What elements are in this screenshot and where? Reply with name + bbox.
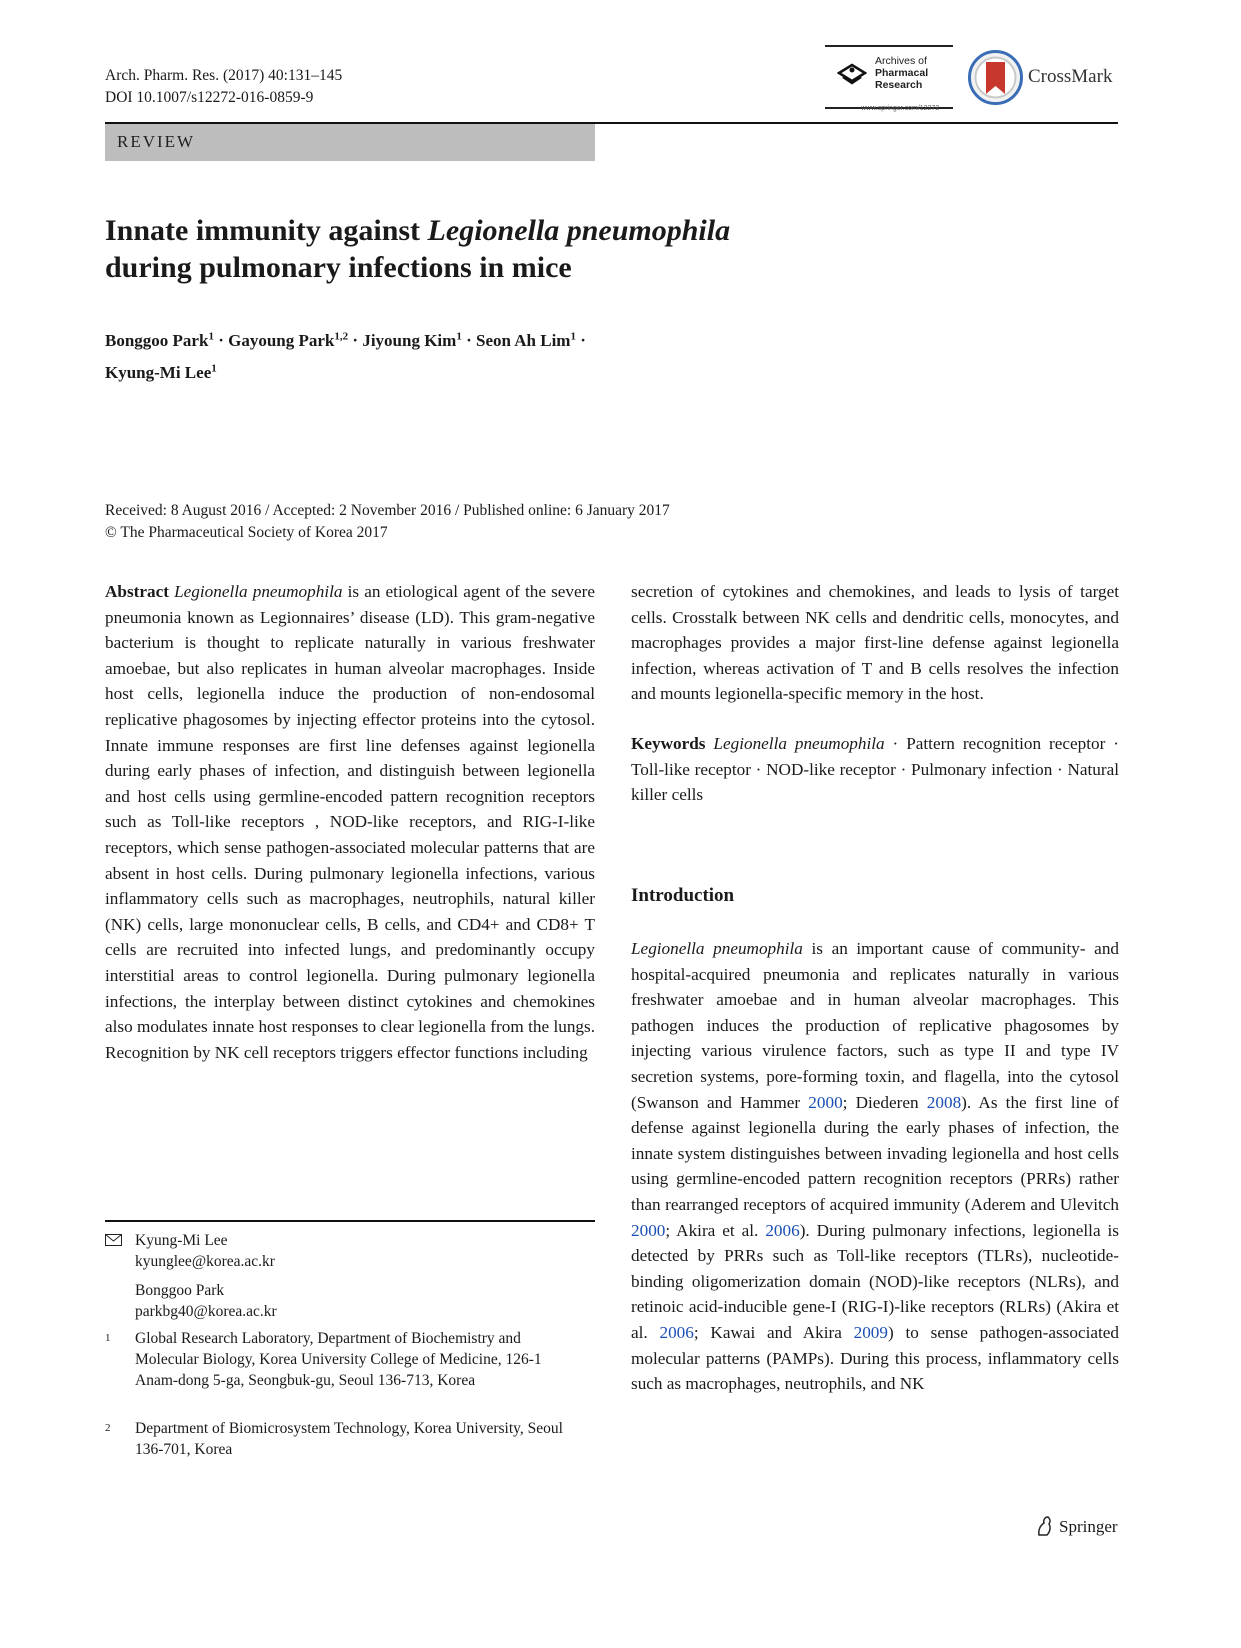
citation-link[interactable]: 2006 [659,1322,694,1342]
intro-species: Legionella pneumophila [631,939,803,958]
publisher-logo[interactable] [1035,1515,1125,1539]
author[interactable]: Seon Ah Lim$^1$ [475,330,576,350]
introduction-body: Legionella pneumophila is an important cause of community- and hospital-acquired pneumonia and replicates naturally in various freshwater amoebae and in human alveolar macrophages. This pathogen induces the production of replicative phagosomes by injecting various virulence factors, such as type II and type IV secretion systems, pore-forming toxin, and flagella, into the cytosol (Swanson and Hammer 2000; Diederen 2008). As the first line of defense against legionella during the early phases of infection, the innate system distinguishes between invading legionella and host cells using germline-encoded pattern recognition receptors (PRRs) rather than rearranged receptors of acquired immunity (Aderem and Ulevitch 2000; Akira et al. 2006). During pulmonary infections, legionella is detected by PRRs such as Toll-like receptors (TLRs), nucleotide-binding oligomerization domain (NOD)-like receptors (NLRs), and retinoic acid-inducible gene-I (RIG-I)-like receptors (RLRs) (Akira et al. 2006; Kawai and Akira 2009) to sense pathogen-associated molecular patterns (PAMPs). During this process, inflammatory cells such as macrophages, neutrophils, and NK [631,939,1120,1394]
logo-text: Archives of Pharmacal Research [875,55,929,91]
article-title: Innate immunity against Legionella pneumophila during pulmonary infections in mice [105,214,731,284]
book-icon [837,59,867,89]
abstract-continued: secretion of cytokines and chemokines, and leads to lysis of target cells. Crosstalk between NK cells and dendritic cells, monocytes, and macrophages provides a major first-line defense against legionella infection, whereas activation of T and B cells resolves the infection and mounts legionella-specific memory in the host. [631,582,1119,704]
abstract-label: Abstract [105,582,169,601]
keywords-text: · Pattern recognition receptor · Toll-like receptor · NOD-like receptor · Pulmonary infection · Natural killer cells [631,733,1120,805]
journal-citation: Arch. Pharm. Res. (2017) 40:131–145 [105,67,343,84]
envelope-icon [105,1234,122,1246]
springer-horse-icon [1035,1515,1055,1537]
contact-name: Bonggoo Park [135,1282,225,1299]
keywords [631,731,1119,808]
author[interactable]: Gayoung Park$^{1,2}$ [228,330,349,350]
section-band [105,124,595,161]
abstract-species: Legionella pneumophila [174,582,343,601]
doi: DOI 10.1007/s12272-016-0859-9 [105,89,314,106]
author-list: Bonggoo Park$^1$ · Gayoung Park$^{1,2}$ · Jiyoung Kim$^1$ · Seon Ah Lim$^1$ · Kyung-Mi Lee$^1$ [105,330,586,383]
abstract-right [631,579,1119,808]
keywords-species: Legionella pneumophila [713,733,885,753]
title-species: Legionella pneumophila [427,214,731,247]
section-label: REVIEW [117,132,196,151]
affiliation-1: 1 Global Research Laboratory, Department of Biochemistry and Molecular Biology, Korea University College of Medicine, 126-1 Anam-dong 5-ga, Seongbuk-gu, Seoul 136-713, Korea [105,1330,542,1389]
abstract-left [105,579,595,1065]
publisher-name: Springer [1059,1517,1118,1536]
introduction-heading: Introduction [631,885,735,906]
crossmark-label: CrossMark [1028,66,1113,87]
affiliation-2: 2 Department of Biomicrosystem Technology, Korea University, Seoul 136-701, Korea [105,1420,563,1458]
correspondence [105,1230,595,1320]
abstract-text: is an etiological agent of the severe pneumonia known as Legionnaires’ disease (LD). This gram-negative bacterium is thought to replicate naturally in various freshwater amoebae, but also replicates in human alveolar macrophages. Inside host cells, legionella induce the production of non-endosomal replicative phagosomes by injecting effector proteins into the cytosol. Innate immune responses are first line defenses against legionella during early phases of infection, and distinguish between legionella and host cells using germline-encoded pattern recognition receptors such as Toll-like receptors , NOD-like receptors, and RIG-I-like receptors, which sense pathogen-associated molecular patterns that are absent in host cells. During pulmonary legionella infections, various inflammatory cells such as macrophages, neutrophils, natural killer (NK) cells, large mononuclear cells, B cells, and CD4+ and CD8+ T cells are recruited into infected lungs, and predominantly occupy interstitial areas to control legionella. During pulmonary legionella infections, the interplay between distinct cytokines and chemokines also modulates innate host responses to clear legionella from the lungs. Recognition by NK cell receptors triggers effector functions including [105,582,595,1062]
author[interactable]: Kyung-Mi Lee$^1$ [105,362,217,383]
author[interactable]: Bonggoo Park$^1$ [105,330,214,350]
contact-name: Kyung-Mi Lee [135,1232,228,1249]
citation-link[interactable]: 2009 [853,1322,888,1342]
copyright-line: © The Pharmaceutical Society of Korea 2017 [105,524,388,541]
author[interactable]: Jiyoung Kim$^1$ [362,330,462,350]
journal-logo[interactable] [825,45,953,112]
citation-link[interactable]: 2006 [765,1220,800,1240]
corresponding-author [135,1230,275,1272]
crossmark-button[interactable] [968,50,1128,105]
citation-link[interactable]: 2008 [926,1092,962,1112]
publication-dates [105,500,670,544]
footnote-rule [105,1220,595,1222]
dates-line: Received: 8 August 2016 / Accepted: 2 November 2016 / Published online: 6 January 2017 [105,502,670,519]
crossmark-icon [968,50,1023,105]
second-contact [135,1280,277,1322]
logo-url[interactable]: www.springer.com/12272 [861,105,940,112]
journal-reference [105,65,342,109]
contact-email[interactable]: parkbg40@korea.ac.kr [135,1303,277,1320]
citation-link[interactable]: 2000 [808,1092,843,1112]
contact-email[interactable]: kyunglee@korea.ac.kr [135,1253,275,1270]
citation-link[interactable]: 2000 [631,1220,666,1240]
keywords-label: Keywords [631,733,706,753]
